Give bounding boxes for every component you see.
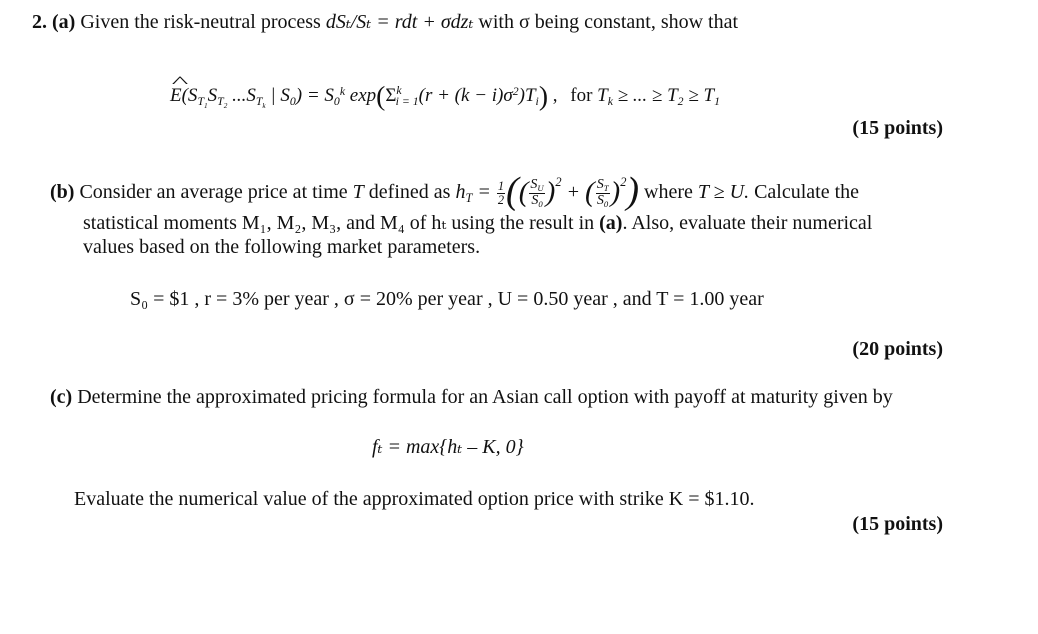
part-a-intro: Given the risk-neutral process [80,11,321,33]
part-c-points: (15 points) [852,513,943,535]
market-parameters: S₀ = $1 , r = 3% per year , σ = 20% per year , U = 0.50 year , and T = 1.00 year [130,288,764,310]
question-2-heading: 2. (a) Given the risk-neutral process dSₜ/Sₜ = rdt + σdzₜ with σ being constant, show that [32,11,739,33]
part-b-line2: statistical moments M₁, M₂, M₃, and M₄ of hₜ using the result in (a). Also, evaluate their numerical [83,212,873,234]
part-b-line3: values based on the following market parameters. [83,236,481,258]
part-b-points: (20 points) [852,338,943,360]
h-t-definition: $h_T$ = $\frac{1}{2}$ (( $\frac{S_U}{S_0}$ )$^2$ + ( $\frac{S_T}{S_0}$ )$^2$) [455,170,640,213]
payoff-formula: fₜ = max{hₜ – K, 0} [372,436,524,458]
part-a-points: (15 points) [852,117,943,139]
part-c-line1: (c) Determine the approximated pricing formula for an Asian call option with payoff at maturity given by [50,386,893,408]
part-c-evaluate: Evaluate the numerical value of the approximated option price with strike K = $1.10. [74,488,755,510]
part-b-line1: (b) Consider an average price at time T defined as $h_T$ = $\frac{1}{2}$ (( $\frac{S_U}{S_0}$ )$^2$ + ( $\frac{S_T}{S_0}$ )$^2$) where T ≥ U. Calculate the [50,170,860,213]
risk-neutral-process: dSₜ/Sₜ = rdt + σdzₜ [325,11,474,33]
expectation-formula: ^ $E(S_{T_1}S_{T_2}$ $...S_{T_k}$ | $S_0) = S_0^k$ $\exp(\Sigma^k_{i = 1}(r + (k - i)\sigma^2)T_i)$ , for $T_k$ ≥ ... ≥ $T_2 \ge T_1$ [170,86,720,105]
